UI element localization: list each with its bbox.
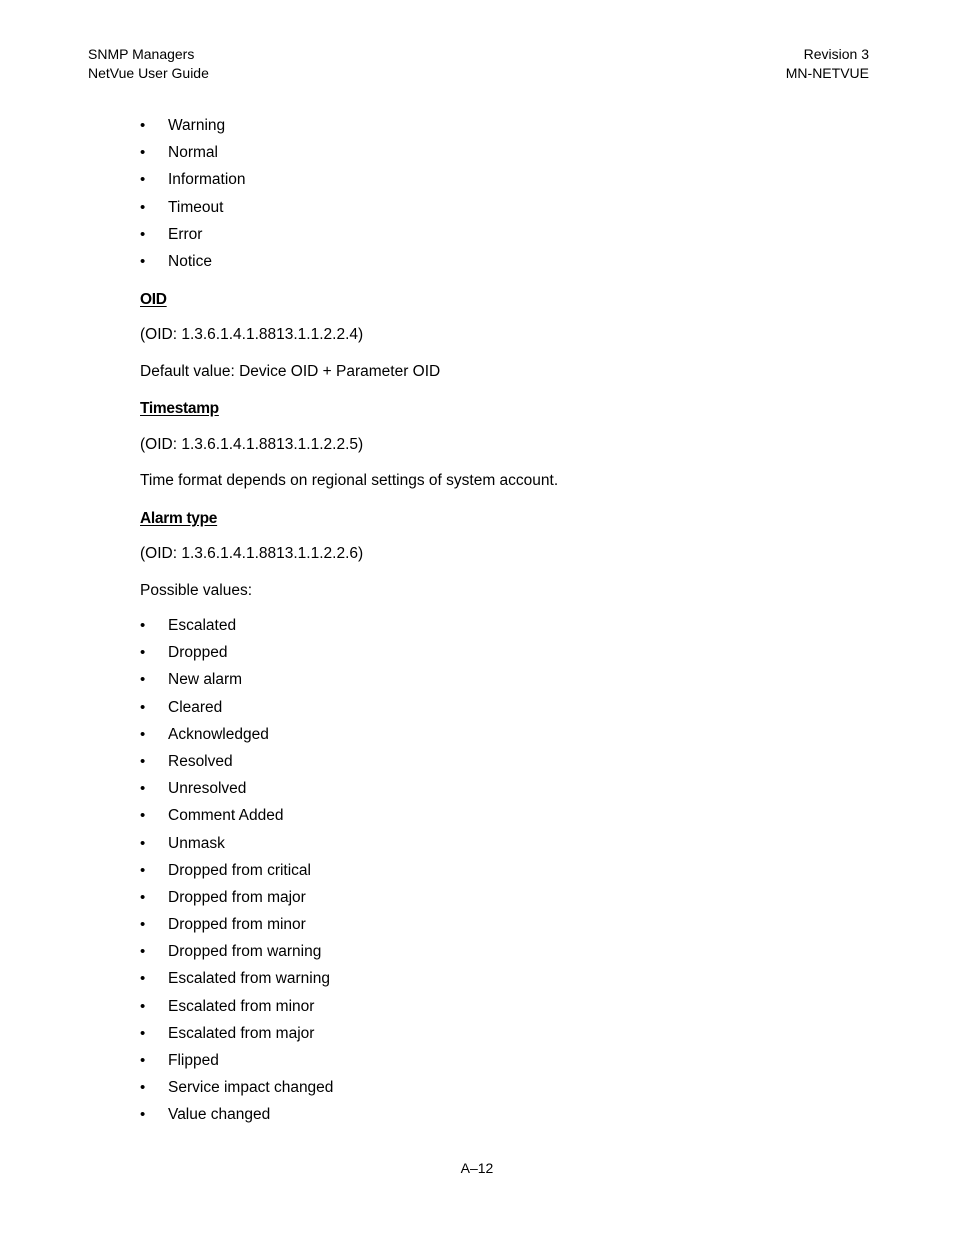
list-item	[140, 1025, 333, 1052]
list-item-label: New alarm	[168, 671, 243, 689]
bullet-icon: •	[140, 225, 146, 243]
list-item	[140, 780, 333, 807]
list-item-label: Escalated	[168, 617, 237, 634]
bullet-icon: •	[140, 617, 146, 634]
alarm-type-section-title: Alarm type	[140, 510, 218, 527]
list-item-label: Dropped	[168, 644, 228, 662]
bullet-icon: •	[140, 1106, 146, 1124]
header-document-title: NetVue User Guide	[88, 65, 209, 81]
list-item-label: Comment Added	[168, 807, 284, 825]
bullet-icon: •	[140, 1079, 146, 1097]
bullet-icon: •	[140, 916, 146, 934]
list-item-label: Information	[168, 171, 246, 189]
bullet-icon: •	[140, 752, 146, 770]
bullet-icon: •	[140, 1052, 146, 1069]
header-section-name: SNMP Managers	[88, 46, 195, 62]
list-item-label: Value changed	[168, 1106, 271, 1124]
list-item-label: Normal	[168, 144, 218, 162]
bullet-icon: •	[140, 171, 146, 189]
list-item	[140, 889, 333, 916]
bullet-icon: •	[140, 780, 146, 798]
list-item	[140, 835, 333, 862]
list-item-label: Flipped	[168, 1052, 219, 1069]
page-number: A–12	[460, 1160, 494, 1176]
oid-section-oid: (OID: 1.3.6.1.4.1.8813.1.1.2.2.4)	[140, 326, 364, 343]
list-item	[140, 862, 333, 889]
header-left	[88, 45, 209, 83]
bullet-icon: •	[140, 144, 146, 162]
bullet-icon: •	[140, 725, 146, 743]
alarm-type-section-description: Possible values:	[140, 582, 253, 599]
list-item-label: Unresolved	[168, 780, 247, 798]
list-item	[140, 171, 246, 198]
list-item-label: Escalated from minor	[168, 997, 315, 1015]
list-item	[140, 726, 333, 753]
list-item	[140, 671, 333, 698]
list-item	[140, 199, 246, 226]
list-item	[140, 699, 333, 726]
list-item-label: Service impact changed	[168, 1079, 334, 1097]
list-item-label: Dropped from warning	[168, 943, 322, 961]
bullet-icon: •	[140, 198, 146, 216]
list-item-label: Dropped from major	[168, 888, 306, 906]
bullet-icon: •	[140, 888, 146, 906]
bullet-icon: •	[140, 997, 146, 1015]
list-item-label: Notice	[168, 252, 212, 270]
list-item	[140, 916, 333, 943]
list-item	[140, 970, 333, 997]
list-item-label: Escalated from major	[168, 1024, 315, 1042]
list-item-label: Warning	[168, 117, 226, 134]
list-item	[140, 1052, 333, 1079]
list-item-label: Dropped from minor	[168, 916, 306, 934]
list-item-label: Dropped from critical	[168, 861, 311, 879]
alarm-type-values-list	[140, 617, 333, 1134]
list-item	[140, 644, 333, 671]
oid-section-description: Default value: Device OID + Parameter OID	[140, 363, 441, 380]
list-item	[140, 1106, 333, 1133]
bullet-icon: •	[140, 834, 146, 852]
list-item	[140, 617, 333, 644]
bullet-icon: •	[140, 807, 146, 825]
list-item-label: Acknowledged	[168, 725, 269, 743]
bullet-icon: •	[140, 644, 146, 662]
oid-section-title: OID	[140, 291, 167, 308]
list-item	[140, 117, 246, 144]
header-revision: Revision 3	[803, 46, 869, 62]
list-item	[140, 226, 246, 253]
list-item	[140, 943, 333, 970]
list-item-label: Error	[168, 225, 203, 243]
list-item-label: Resolved	[168, 752, 233, 770]
list-item	[140, 807, 333, 834]
bullet-icon: •	[140, 117, 146, 134]
timestamp-section-description: Time format depends on regional settings of system account.	[140, 472, 559, 489]
list-item-label: Escalated from warning	[168, 970, 330, 988]
header-right	[786, 45, 869, 83]
bullet-icon: •	[140, 943, 146, 961]
severity-values-list	[140, 117, 246, 280]
timestamp-section-title: Timestamp	[140, 400, 219, 417]
header-document-id: MN-NETVUE	[785, 65, 869, 81]
bullet-icon: •	[140, 1024, 146, 1042]
list-item	[140, 753, 333, 780]
list-item-label: Unmask	[168, 834, 225, 852]
bullet-icon: •	[140, 671, 146, 689]
list-item	[140, 253, 246, 280]
bullet-icon: •	[140, 970, 146, 988]
bullet-icon: •	[140, 252, 146, 270]
list-item	[140, 998, 333, 1025]
alarm-type-section-oid: (OID: 1.3.6.1.4.1.8813.1.1.2.2.6)	[140, 545, 364, 562]
list-item	[140, 144, 246, 171]
list-item	[140, 1079, 333, 1106]
bullet-icon: •	[140, 698, 146, 716]
list-item-label: Timeout	[168, 198, 224, 216]
list-item-label: Cleared	[168, 698, 223, 716]
bullet-icon: •	[140, 861, 146, 879]
timestamp-section-oid: (OID: 1.3.6.1.4.1.8813.1.1.2.2.5)	[140, 436, 364, 453]
